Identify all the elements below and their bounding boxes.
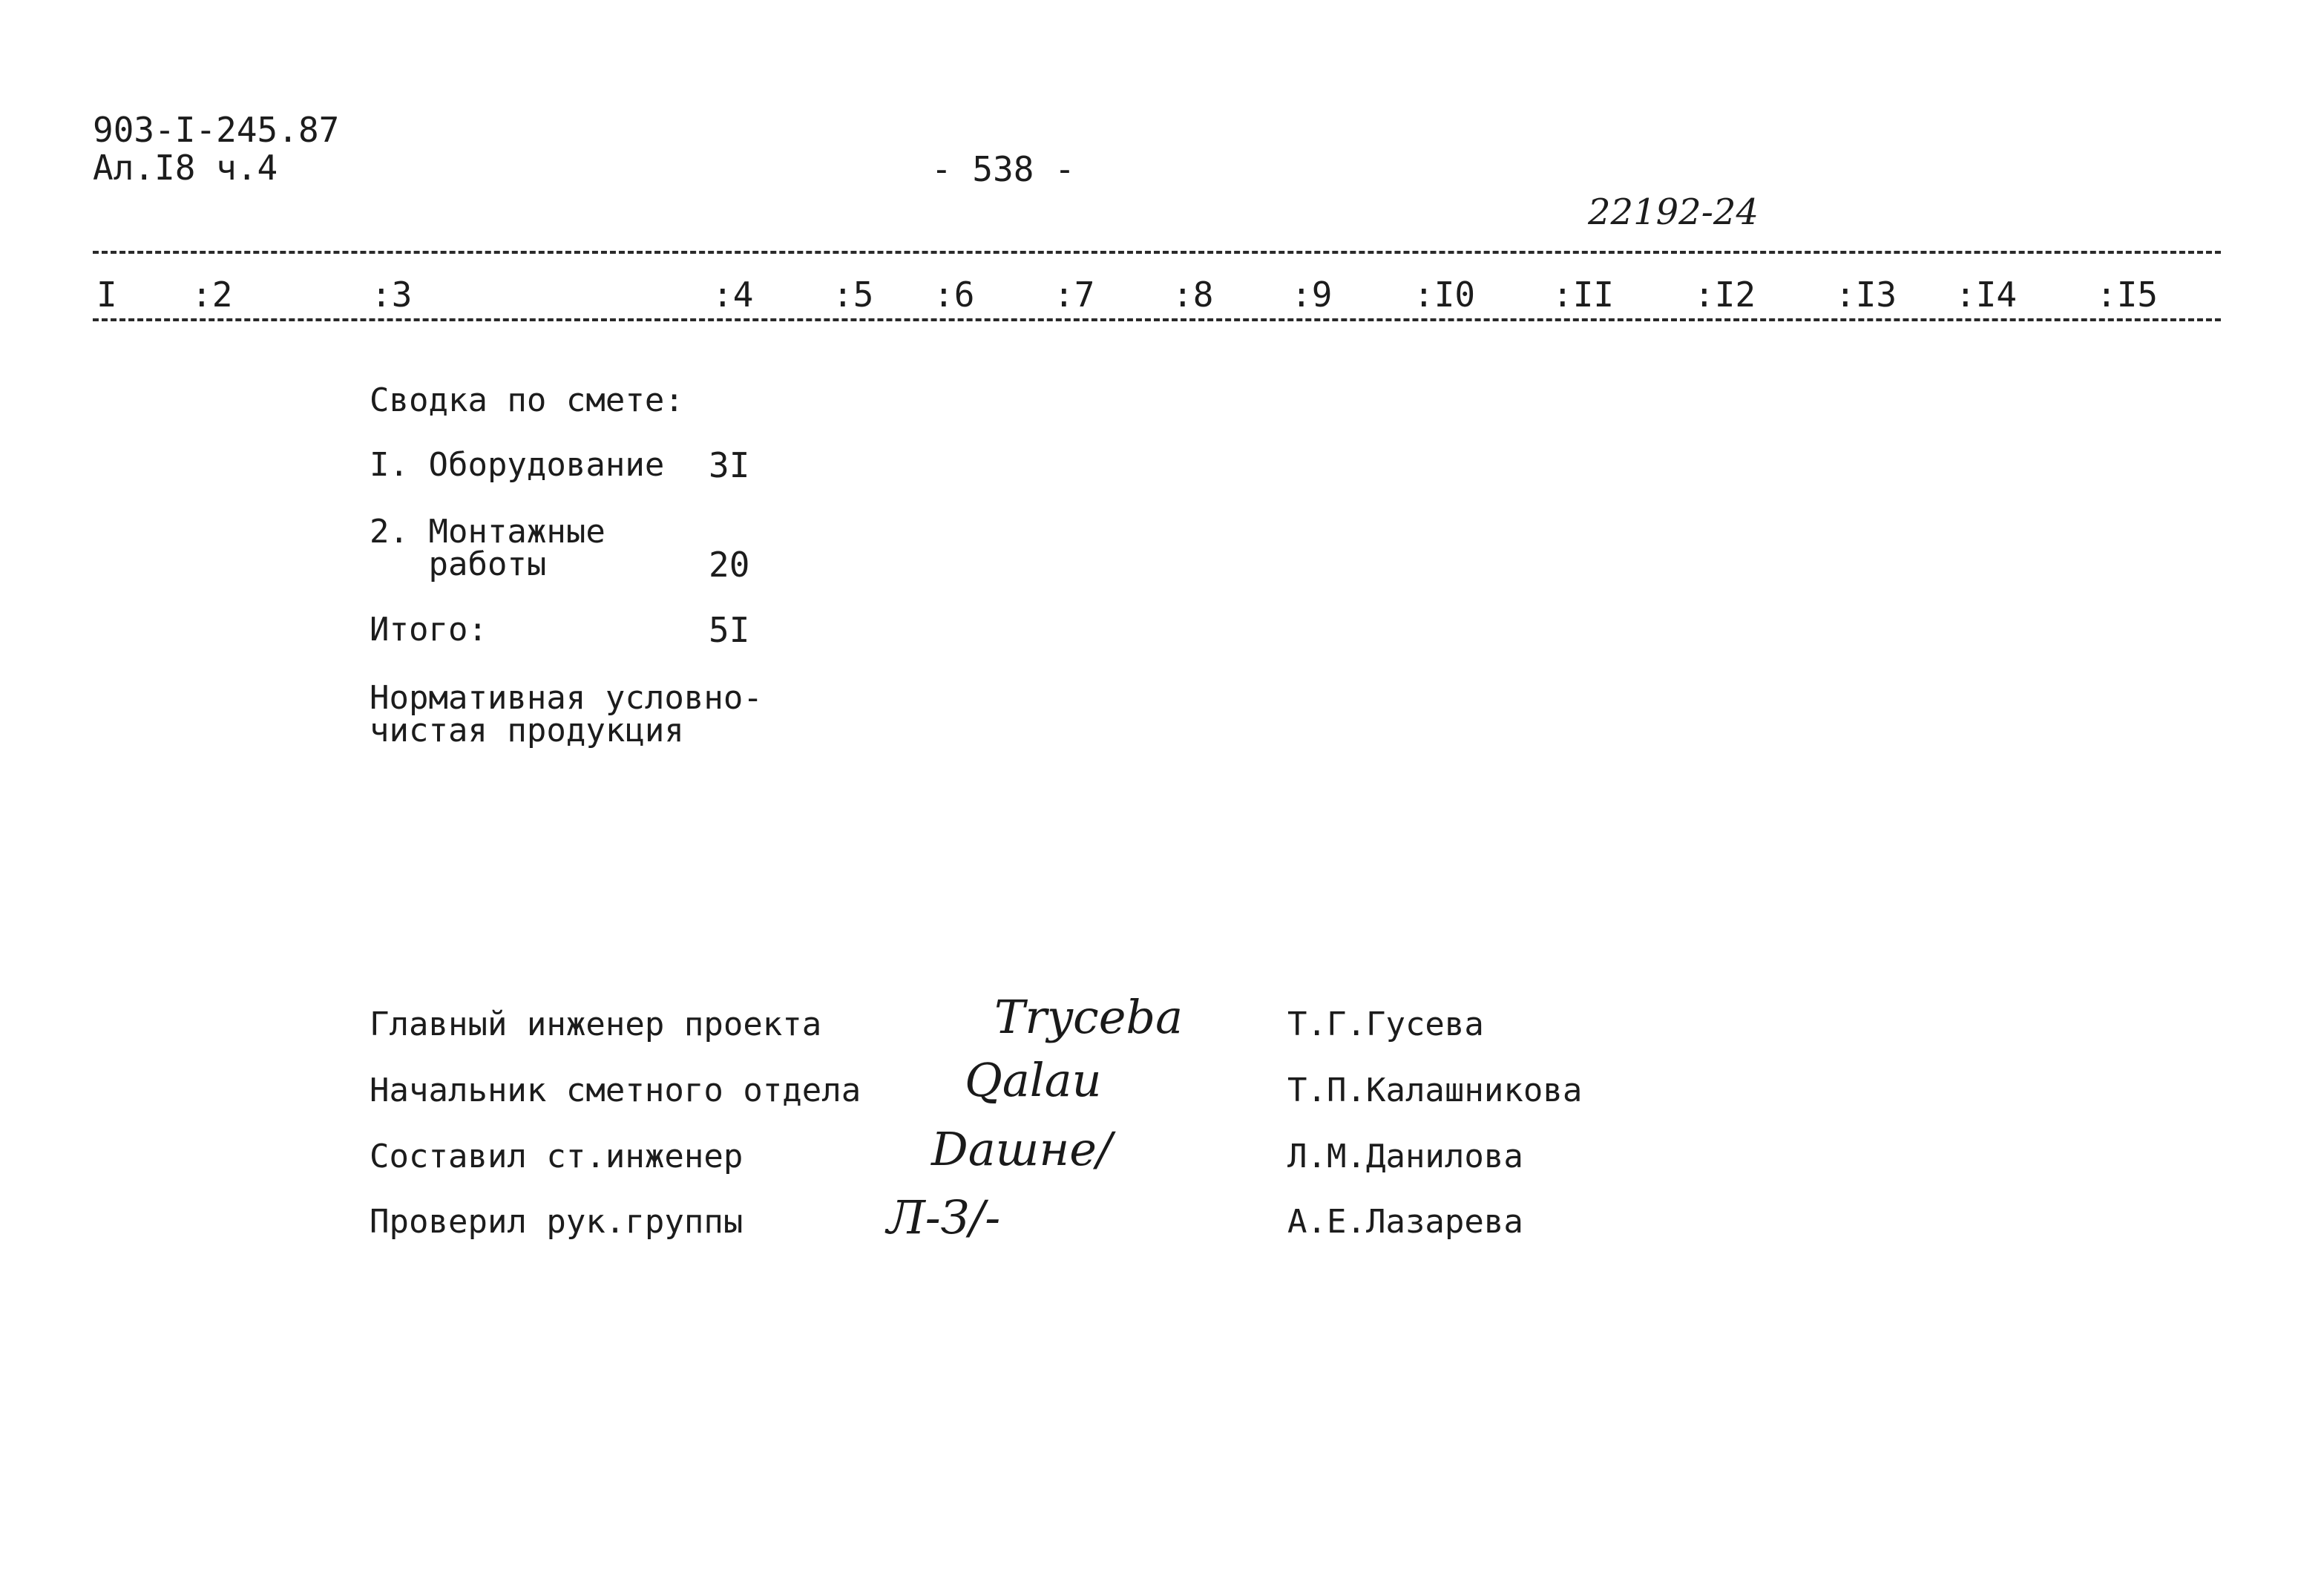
column-header-top-rule <box>93 251 2221 254</box>
column-number: :2 <box>191 275 233 315</box>
column-number: :I4 <box>1955 275 2018 315</box>
signatory-name: А.Е.Лазарева <box>1287 1203 1523 1241</box>
handwritten-signature: Tryceba <box>994 990 1184 1044</box>
signature-role: Проверил рук.группы <box>370 1203 744 1241</box>
column-number: :II <box>1552 275 1615 315</box>
column-number: :9 <box>1291 275 1333 315</box>
signature-role: Составил ст.инженер <box>370 1138 744 1175</box>
column-number: :7 <box>1054 275 1095 315</box>
summary-note: Нормативная условно- <box>370 679 763 717</box>
summary-item-value: 20 <box>709 545 750 585</box>
signature-role: Начальник сметного отдела <box>370 1072 861 1109</box>
signatory-name: Т.Г.Гусева <box>1287 1005 1484 1043</box>
column-number: :I5 <box>2096 275 2159 315</box>
column-number: :6 <box>933 275 975 315</box>
column-number: :I2 <box>1694 275 1756 315</box>
column-number: :4 <box>712 275 754 315</box>
document-code: 903-I-245.87 <box>93 110 340 150</box>
summary-total-value: 5I <box>709 610 750 650</box>
signature-role: Главный инженер проекта <box>370 1005 822 1043</box>
column-number: :I0 <box>1414 275 1476 315</box>
summary-note-continued: чистая продукция <box>370 712 684 749</box>
page-number: - 538 - <box>931 149 1075 189</box>
summary-total-label: Итого: <box>370 611 488 649</box>
summary-item-label-continued: работы <box>370 545 547 583</box>
signatory-name: Т.П.Калашникова <box>1287 1072 1583 1109</box>
summary-item-value: 3I <box>709 445 750 485</box>
column-number: :8 <box>1172 275 1214 315</box>
column-header-bottom-rule <box>93 318 2221 321</box>
handwritten-signature: Dашне/ <box>931 1122 1112 1176</box>
signatory-name: Л.М.Данилова <box>1287 1138 1523 1175</box>
summary-title: Сводка по смете: <box>370 381 684 419</box>
inventory-number: 22192-24 <box>1588 191 1759 233</box>
handwritten-signature: Qalau <box>965 1053 1102 1107</box>
summary-item-label: I. Оборудование <box>370 446 665 484</box>
handwritten-signature: Л-З/- <box>887 1190 1001 1244</box>
sheet-reference: Ал.I8 ч.4 <box>93 148 278 188</box>
column-number: I <box>96 275 117 315</box>
column-number: :5 <box>833 275 874 315</box>
summary-item-label: 2. Монтажные <box>370 513 605 551</box>
column-number: :I3 <box>1835 275 1897 315</box>
column-number: :3 <box>371 275 413 315</box>
